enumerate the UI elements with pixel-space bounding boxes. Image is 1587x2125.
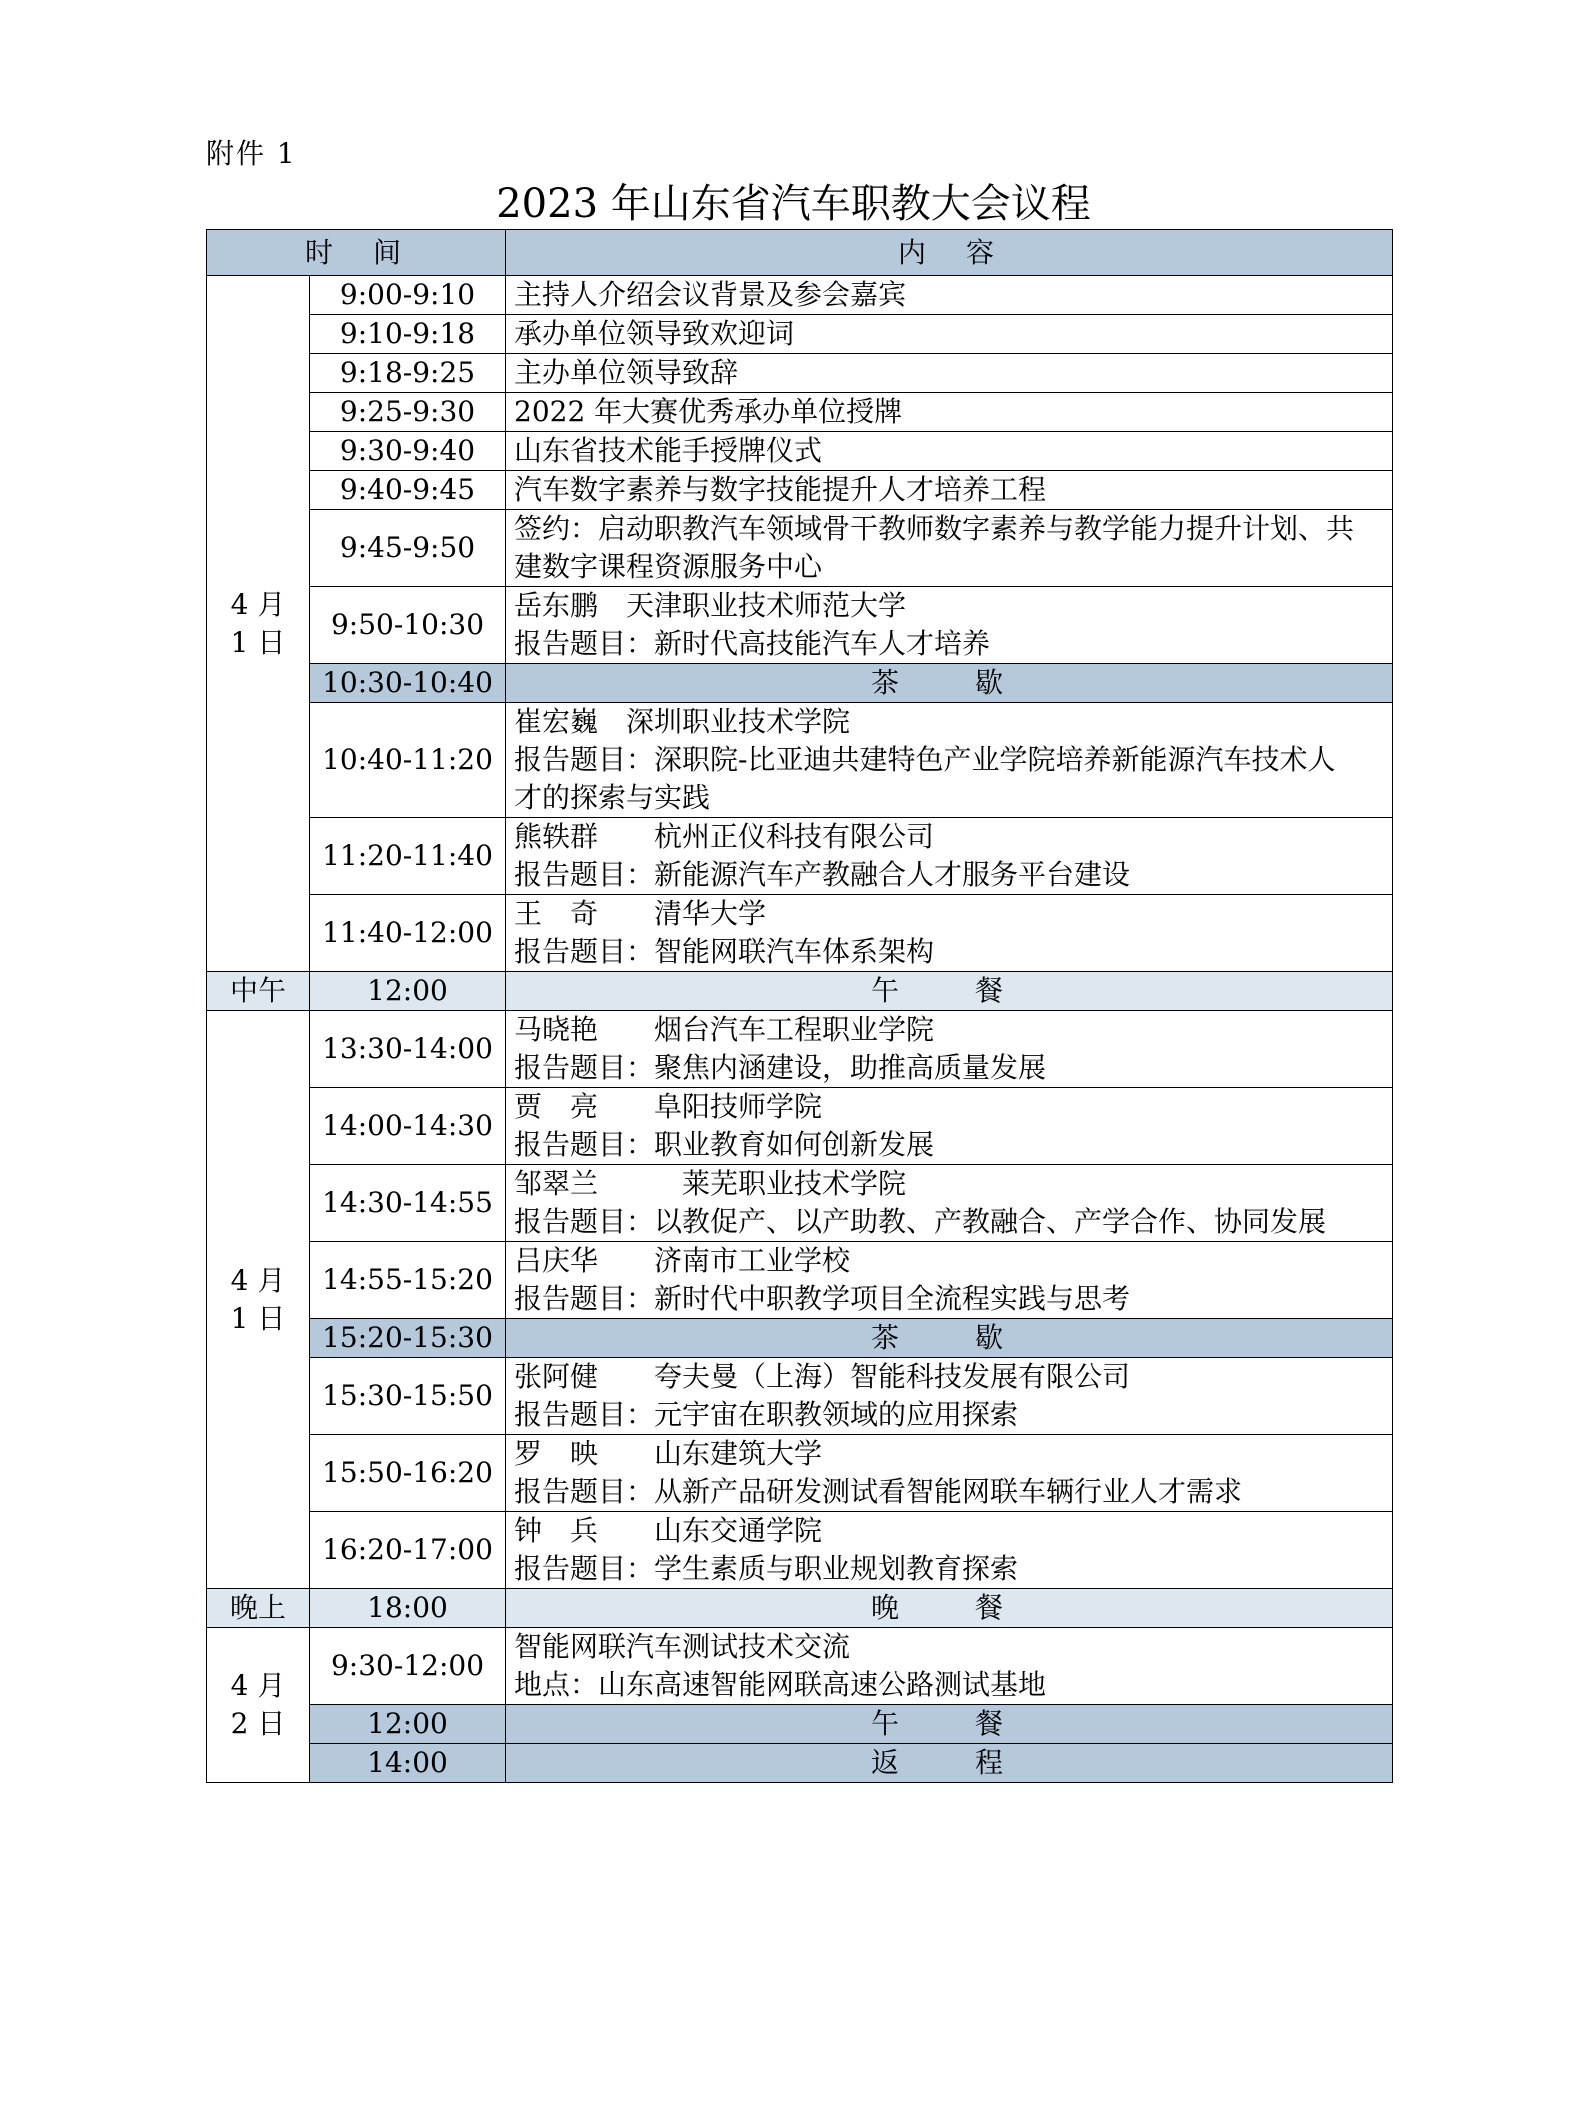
time-cell: 9:30-9:40 <box>310 432 506 471</box>
content-cell <box>506 703 1393 818</box>
time-cell: 18:00 <box>310 1589 506 1628</box>
content-line: 报告题目：职业教育如何创新发展 <box>514 1128 935 1161</box>
table-row <box>207 1242 1393 1319</box>
table-row <box>207 315 1393 354</box>
content-cell <box>506 471 1393 510</box>
time-cell: 9:45-9:50 <box>310 510 506 587</box>
content-line: 报告题目：新时代高技能汽车人才培养 <box>514 627 991 660</box>
content-line: 主办单位领导致辞 <box>514 356 739 389</box>
content-line: 报告题目：从新产品研发测试看智能网联车辆行业人才需求 <box>514 1475 1243 1508</box>
time-cell: 10:40-11:20 <box>310 703 506 818</box>
content-line: 熊轶群 杭州正仪科技有限公司 <box>514 820 935 853</box>
table-row <box>207 1628 1393 1705</box>
evening-meal-row <box>207 1589 1393 1628</box>
break-row <box>207 664 1393 703</box>
content-line: 吕庆华 济南市工业学校 <box>514 1244 851 1277</box>
time-cell: 15:50-16:20 <box>310 1435 506 1512</box>
content-line: 汽车数字素养与数字技能提升人才培养工程 <box>514 473 1047 506</box>
content-cell <box>506 1242 1393 1319</box>
table-row <box>207 1358 1393 1435</box>
content-line: 张阿健 夸夫曼（上海）智能科技发展有限公司 <box>514 1360 1131 1393</box>
period-label: 中午 <box>207 972 310 1011</box>
content-line: 签约：启动职教汽车领域骨干教师数字素养与教学能力提升计划、共 <box>514 512 1355 545</box>
content-cell <box>506 1358 1393 1435</box>
time-cell: 12:00 <box>310 1705 506 1744</box>
content-line: 茶 歇 <box>871 666 1028 699</box>
day-cell <box>207 1628 310 1783</box>
table-row <box>207 471 1393 510</box>
content-line: 午 餐 <box>871 1707 1028 1740</box>
time-cell: 9:18-9:25 <box>310 354 506 393</box>
time-cell: 9:00-9:10 <box>310 276 506 315</box>
content-line: 主持人介绍会议背景及参会嘉宾 <box>514 278 907 311</box>
day-cell <box>207 276 310 972</box>
content-cell <box>506 1628 1393 1705</box>
content-line: 才的探索与实践 <box>514 781 711 814</box>
table-row <box>207 1512 1393 1589</box>
time-cell: 9:50-10:30 <box>310 587 506 664</box>
content-cell <box>506 587 1393 664</box>
table-row <box>207 703 1393 818</box>
content-line: 报告题目：以教促产、以产助教、产教融合、产学合作、协同发展 <box>514 1205 1327 1238</box>
day-label: 4 月 <box>230 1263 286 1297</box>
attachment-label: 附件 1 <box>206 137 297 170</box>
time-cell: 9:25-9:30 <box>310 393 506 432</box>
table-header-row <box>207 230 1393 276</box>
table-row <box>207 587 1393 664</box>
content-line: 钟 兵 山东交通学院 <box>514 1514 823 1547</box>
table-row <box>207 1165 1393 1242</box>
content-line: 罗 映 山东建筑大学 <box>514 1437 823 1470</box>
content-line: 建数字课程资源服务中心 <box>514 550 823 583</box>
header-content: 内 容 <box>506 230 1393 276</box>
time-cell: 12:00 <box>310 972 506 1011</box>
agenda-table <box>206 229 1393 1783</box>
content-line: 邹翠兰 莱芜职业技术学院 <box>514 1167 907 1200</box>
time-cell: 14:30-14:55 <box>310 1165 506 1242</box>
time-cell: 13:30-14:00 <box>310 1011 506 1088</box>
content-cell <box>506 1088 1393 1165</box>
content-line: 返 程 <box>871 1746 1028 1779</box>
page-title: 2023 年山东省汽车职教大会议程 <box>496 181 1091 227</box>
time-cell: 14:55-15:20 <box>310 1242 506 1319</box>
table-row <box>207 1435 1393 1512</box>
content-line: 茶 歇 <box>871 1321 1028 1354</box>
content-line: 报告题目：学生素质与职业规划教育探索 <box>514 1552 1019 1585</box>
content-line: 报告题目：元宇宙在职教领域的应用探索 <box>514 1398 1019 1431</box>
content-cell <box>506 1011 1393 1088</box>
content-line: 报告题目：新能源汽车产教融合人才服务平台建设 <box>514 858 1131 891</box>
content-line: 王 奇 清华大学 <box>514 897 767 930</box>
content-line: 智能网联汽车测试技术交流 <box>514 1630 851 1663</box>
content-line: 承办单位领导致欢迎词 <box>514 317 795 350</box>
table-row <box>207 393 1393 432</box>
content-cell <box>506 432 1393 471</box>
content-cell: 晚 餐 <box>506 1589 1393 1628</box>
content-line: 地点：山东高速智能网联高速公路测试基地 <box>514 1668 1047 1701</box>
table-row <box>207 1088 1393 1165</box>
break-row <box>207 1705 1393 1744</box>
table-row <box>207 432 1393 471</box>
content-line: 报告题目：智能网联汽车体系架构 <box>514 935 935 968</box>
table-row <box>207 895 1393 972</box>
day-label: 4 月 <box>230 1669 286 1702</box>
day-label: 1 日 <box>230 625 286 659</box>
content-cell <box>506 664 1393 703</box>
time-cell: 11:40-12:00 <box>310 895 506 972</box>
time-cell: 11:20-11:40 <box>310 818 506 895</box>
content-line: 贾 亮 阜阳技师学院 <box>514 1090 823 1123</box>
day-cell <box>207 1011 310 1589</box>
time-cell: 9:30-12:00 <box>310 1628 506 1705</box>
day-label: 4 月 <box>230 587 286 621</box>
content-cell <box>506 1165 1393 1242</box>
break-row <box>207 1744 1393 1783</box>
table-row <box>207 1011 1393 1088</box>
table-row <box>207 276 1393 315</box>
day-label: 2 日 <box>230 1707 286 1740</box>
content-cell <box>506 818 1393 895</box>
content-cell <box>506 276 1393 315</box>
content-cell <box>506 1744 1393 1783</box>
content-line: 山东省技术能手授牌仪式 <box>514 434 823 467</box>
content-line: 报告题目：新时代中职教学项目全流程实践与思考 <box>514 1282 1131 1315</box>
content-cell <box>506 1512 1393 1589</box>
day-label: 1 日 <box>230 1301 286 1335</box>
content-cell <box>506 393 1393 432</box>
content-line: 马晓艳 烟台汽车工程职业学院 <box>514 1013 935 1046</box>
header-time: 时 间 <box>207 230 506 276</box>
noon-meal-row <box>207 972 1393 1011</box>
content-line: 报告题目：深职院-比亚迪共建特色产业学院培养新能源汽车技术人 <box>514 743 1336 776</box>
content-line: 报告题目：聚焦内涵建设，助推高质量发展 <box>514 1051 1047 1084</box>
break-row <box>207 1319 1393 1358</box>
content-cell <box>506 1705 1393 1744</box>
time-cell: 15:20-15:30 <box>310 1319 506 1358</box>
content-cell <box>506 1319 1393 1358</box>
content-cell: 午 餐 <box>506 972 1393 1011</box>
content-cell <box>506 895 1393 972</box>
time-cell: 10:30-10:40 <box>310 664 506 703</box>
content-cell <box>506 510 1393 587</box>
table-row <box>207 818 1393 895</box>
content-line: 岳东鹏 天津职业技术师范大学 <box>514 589 907 622</box>
time-cell: 14:00 <box>310 1744 506 1783</box>
time-cell: 16:20-17:00 <box>310 1512 506 1589</box>
content-cell <box>506 1435 1393 1512</box>
content-line: 崔宏巍 深圳职业技术学院 <box>514 705 851 738</box>
time-cell: 15:30-15:50 <box>310 1358 506 1435</box>
content-cell <box>506 354 1393 393</box>
time-cell: 9:10-9:18 <box>310 315 506 354</box>
content-line: 2022 年大赛优秀承办单位授牌 <box>514 395 903 428</box>
period-label: 晚上 <box>207 1589 310 1628</box>
time-cell: 9:40-9:45 <box>310 471 506 510</box>
table-row <box>207 510 1393 587</box>
time-cell: 14:00-14:30 <box>310 1088 506 1165</box>
content-cell <box>506 315 1393 354</box>
table-row <box>207 354 1393 393</box>
